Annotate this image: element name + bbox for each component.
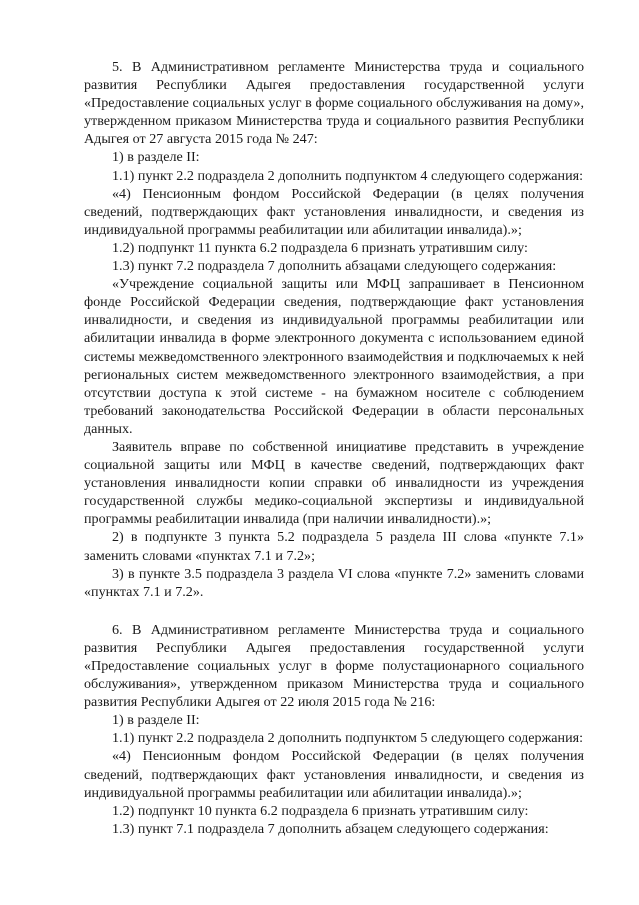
section-5-quote-request: «Учреждение социальной защиты или МФЦ запрашивает в Пенсионном фонде Российской Федерации сведения, подтверждающие факт установления инвалидности, и сведения из индивидуальной программы реабилитации или абилитации инвалида в форме электронного документа с использованием единой системы межведомственного электронного взаимодействия и подключаемых к ней региональных систем межведомственного электронного взаимодействия, а при отсутствии доступа к этой системе - на бумажном носителе с соблюдением требований законодательства Российской Федерации в области персональных данных. <box>84 276 584 437</box>
section-gap <box>84 601 584 621</box>
section-5-item-2: 2) в подпункте 3 пункта 5.2 подраздела 5 раздела III слова «пункте 7.1» заменить словами «пунктах 7.1 и 7.2»; <box>84 529 584 564</box>
section-6-item-1-3: 1.3) пункт 7.1 подраздела 7 дополнить абзацем следующего содержания: <box>112 820 549 837</box>
section-5-item-3: 3) в пункте 3.5 подраздела 3 раздела VI слова «пункте 7.2» заменить словами «пунктах 7.1 и 7.2». <box>84 565 584 600</box>
section-5-item-1-2: 1.2) подпункт 11 пункта 6.2 подраздела 6 признать утратившим силу: <box>112 239 528 256</box>
section-5-item-1: 1) в разделе II: <box>112 149 200 166</box>
section-5-quote-pension-fund: «4) Пенсионным фондом Российской Федерации (в целях получения сведений, подтверждающих факт установления инвалидности, и сведения из индивидуальной программы реабилитации или абилитации инвалида).»; <box>84 185 584 238</box>
section-6-quote-pension-fund: «4) Пенсионным фондом Российской Федерации (в целях получения сведений, подтверждающих факт установления инвалидности, и сведения из индивидуальной программы реабилитации или абилитации инвалида).»; <box>84 748 584 801</box>
section-6-item-1-2: 1.2) подпункт 10 пункта 6.2 подраздела 6 признать утратившим силу: <box>112 802 529 819</box>
section-5-applicant-right: Заявитель вправе по собственной инициативе представить в учреждение социальной защиты или МФЦ в качестве сведений, подтверждающих факт установления инвалидности копии справки об инвалидности из учреждения государственной службы медико-социальной экспертизы и индивидуальной программы реабилитации инвалида (при наличии инвалидности).»; <box>84 438 584 528</box>
section-6-item-1-1: 1.1) пункт 2.2 подраздела 2 дополнить подпунктом 5 следующего содержания: <box>112 730 584 747</box>
section-6-intro: 6. В Административном регламенте Министерства труда и социального развития Республики Адыгея предоставления государственной услуги «Предоставление социальных услуг в форме полустационарного социального обслуживания», утвержденном приказом Министерства труда и социального развития Республики Адыгея от 22 июля 2015 года № 216: <box>84 621 584 711</box>
section-5-item-1-1: 1.1) пункт 2.2 подраздела 2 дополнить подпунктом 4 следующего содержания: <box>112 167 584 184</box>
section-6-item-1: 1) в разделе II: <box>112 712 200 729</box>
section-5-intro: 5. В Административном регламенте Министерства труда и социального развития Республики Адыгея предоставления государственной услуги «Предоставление социальных услуг в форме социального обслуживания на дому», утвержденном приказом Министерства труда и социального развития Республики Адыгея от 27 августа 2015 года № 247: <box>84 59 584 148</box>
section-5-item-1-3: 1.3) пункт 7.2 подраздела 7 дополнить абзацами следующего содержания: <box>112 258 557 275</box>
document-body <box>84 58 584 838</box>
